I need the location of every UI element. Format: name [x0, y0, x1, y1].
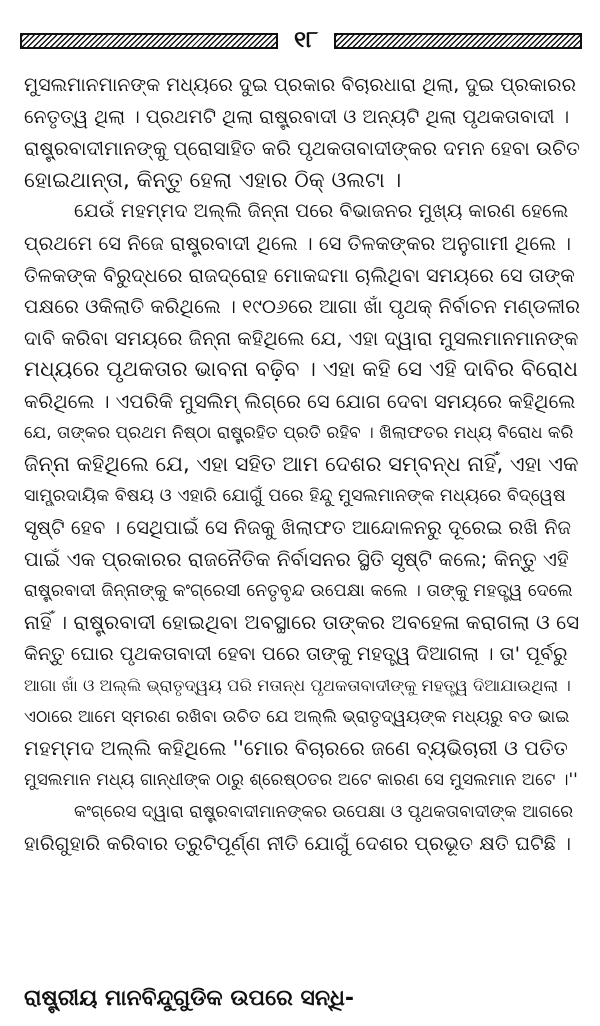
text-line: ହାରିଗୁହାରି କରିବାର ତ୍ରୁଟିପୂର୍ଣ୍ଣ ନୀତି ଯୋଗୁଁ ଦେଶର ପ୍ରଭୂତ କ୍ଷତି ଘଟିଛି । [24, 832, 571, 856]
page-number: ୧୮ [294, 27, 318, 53]
text-line: ମୁସଲମାନ ମଧ୍ୟ ଗାନ୍ଧୀଙ୍କ ଠାରୁ ଶ୍ରେଷ୍ଠତର ଅଟେ କାରଣ ସେ ମୁସଲମାନ ଅଟେ ।'' [24, 770, 578, 791]
text-line: ଦାବି କରିବା ସମୟରେ ଜିନ୍ନା କହିଥିଲେ ଯେ, ଏହା ଦ୍ୱାରା ମୁସଲମାନମାନଙ୍କ [24, 326, 579, 350]
header-rule-left [20, 33, 278, 49]
text-line: କଂଗ୍ରେସ ଦ୍ୱାରା ରାଷ୍ଟ୍ରବାଦୀମାନଙ୍କର ଉପେକ୍ଷା ଓ ପୃଥକତାବାଦୀଙ୍କ ଆଗରେ [74, 801, 574, 822]
text-line: ସାମ୍ପ୍ରଦାୟିକ ବିଷୟ ଓ ଏହାରି ଯୋଗୁଁ ପରେ ହିନ୍ଦୁ ମୁସଲମାନଙ୍କ ମଧ୍ୟରେ ବିଦ୍ୱେଷ [24, 485, 566, 506]
text-line: କିନ୍ତୁ ଘୋର ପୃଥକତାବାଦୀ ହେବା ପରେ ତାଙ୍କୁ ମହତ୍ତ୍ୱ ଦିଆଗଲା । ତା' ପୂର୍ବରୁ [24, 642, 568, 665]
text-line: ମୁସଲମାନମାନଙ୍କ ମଧ୍ୟରେ ଦୁଇ ପ୍ରକାର ବିଚାରଧାରା ଥିଲା, ଦୁଇ ପ୍ରକାରର [24, 74, 576, 96]
text-line: ଯେ, ତାଙ୍କର ପ୍ରଥମ ନିଷ୍ଠା ରାଷ୍ଟ୍ରହିତ ପ୍ରତି ରହିବ । ଖିଲାଫତର ମଧ୍ୟ ବିରୋଧ କରି [24, 422, 574, 443]
text-line: ମଧ୍ୟରେ ପୃଥକତାର ଭାବନା ବଢ଼ିବ । ଏହା କହି ସେ ଏହି ଦାବିର ବିରୋଧ [24, 357, 579, 383]
text-line: ନାହିଁ । ରାଷ୍ଟ୍ରବାଦୀ ହୋଇଥିବା ଅବସ୍ଥାରେ ତାଙ୍କର ଅବହେଳା କରାଗଲା ଓ ସେ [24, 610, 580, 635]
text-line: ସୃଷ୍ଟି ହେବ । ସେଥିପାଇଁ ସେ ନିଜକୁ ଖିଲାଫତ ଆନ୍ଦୋଳନରୁ ଦୂରେଇ ରଖି ନିଜ [24, 516, 572, 540]
body-text [24, 70, 580, 860]
text-line: ରାଷ୍ଟ୍ରବାଦୀ ଜିନ୍ନାଙ୍କୁ କଂଗ୍ରେସୀ ନେତୃବୃନ୍ଦ ଉପେକ୍ଷା କଲେ । ତାଙ୍କୁ ମହତ୍ତ୍ୱ ଦେଲେ [24, 580, 573, 601]
page-header [20, 27, 582, 53]
text-line: ହୋଇଥାନ୍ତା, କିନ୍ତୁ ହେଲା ଏହାର ଠିକ୍ ଓଲଟା । [24, 167, 402, 193]
section-heading: ରାଷ୍ଟ୍ରୀୟ ମାନବିନ୍ଦୁଗୁଡିକ ଉପରେ ସନ୍ଧି- [24, 986, 355, 1011]
text-line: ଆଗା ଖାଁ ଓ ଅଲ୍ଲି ଭ୍ରାତୃଦ୍ୱୟ ପରି ମତାନ୍ଧ ପୃଥକତାବାଦୀଙ୍କୁ ମହତ୍ତ୍ୱ ଦିଆଯାଉଥିଲା । [24, 676, 571, 696]
text-line: ପାଇଁ ଏକ ପ୍ରକାରର ରାଜନୈତିକ ନିର୍ବାସନର ସ୍ଥିତି ସୃଷ୍ଟି କଲେ; କିନ୍ତୁ ଏହି [24, 546, 569, 571]
text-line: ଏଠାରେ ଆମେ ସ୍ମରଣ ରଖିବା ଉଚିତ ଯେ ଅଲ୍ଲି ଭ୍ରାତୃଦ୍ୱୟଙ୍କ ମଧ୍ୟରୁ ବଡ ଭାଇ [24, 706, 570, 727]
text-line: ତିଳକଙ୍କ ବିରୁଦ୍ଧରେ ରାଜଦ୍ରୋହ ମୋକଦ୍ଦମା ଚାଲିଥିବା ସମୟରେ ସେ ତାଙ୍କ [24, 263, 575, 287]
header-rule-right [334, 33, 582, 49]
text-line: ମହମ୍ମଦ ଅଲ୍ଲି କହିଥିଲେ ''ମୋର ବିଚାରରେ ଜଣେ ବ୍ୟଭିଚାରୀ ଓ ପତିତ [24, 736, 568, 761]
text-line: ରାଷ୍ଟ୍ରବାଦୀମାନଙ୍କୁ ପ୍ରୋସାହିତ କରି ପୃଥକତାବାଦୀଙ୍କର ଦମନ ହେବା ଉଚିତ [24, 137, 580, 161]
text-line: ଯେଉଁ ମହମ୍ମଦ ଅଲ୍ଲି ଜିନ୍ନା ପରେ ବିଭାଜନର ମୁଖ୍ୟ କାରଣ ହେଲେ [74, 200, 569, 223]
text-line: ନେତୃତ୍ୱ ଥିଲା । ପ୍ରଥମଟି ଥିଲା ରାଷ୍ଟ୍ରବାଦୀ ଓ ଅନ୍ୟଟି ଥିଲା ପୃଥକତାବାଦୀ । [24, 105, 570, 128]
text-line: କରିଥିଲେ । ଏପରିକି ମୁସଲିମ୍ ଲିଗ୍‌ରେ ସେ ଯୋଗ ଦେବା ସମୟରେ କହିଥିଲେ [24, 389, 576, 413]
text-line: ଜିନ୍ନା କହିଥିଲେ ଯେ, ଏହା ସହିତ ଆମ ଦେଶର ସମ୍ବନ୍ଧ ନାହିଁ, ଏହା ଏକ [24, 452, 579, 477]
text-line: ପକ୍ଷରେ ଓକିଲାତି କରିଥିଲେ । ୧୯୦୬ରେ ଆଗା ଖାଁ ପୃଥକ୍ ନିର୍ବାଚନ ମଣ୍ଡଳୀର [24, 295, 581, 319]
text-line: ପ୍ରଥମେ ସେ ନିଜେ ରାଷ୍ଟ୍ରବାଦୀ ଥିଲେ । ସେ ତିଳକଙ୍କର ଅନୁଗାମୀ ଥିଲେ । [24, 231, 572, 255]
